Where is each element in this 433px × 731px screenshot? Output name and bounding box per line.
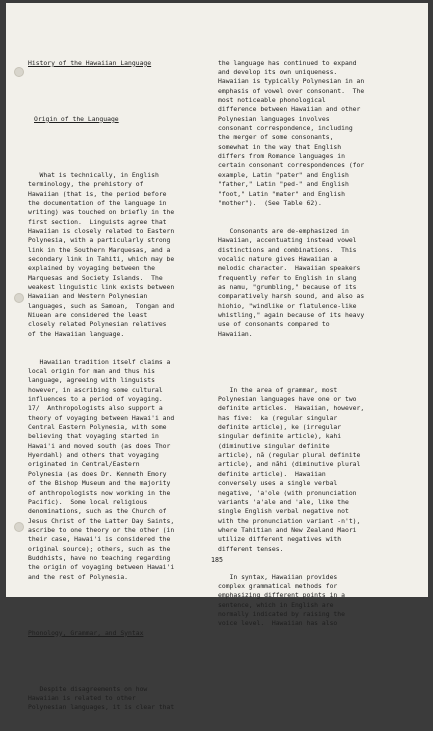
text-line: melodic character. Hawaiian speakers <box>218 264 361 273</box>
binder-hole-icon <box>14 67 24 77</box>
text-line: differs from Romance languages in <box>218 152 345 161</box>
text-line: theory of voyaging between Hawai'i and <box>28 413 175 422</box>
text-line: of the Bishop Museum and the majority <box>28 479 171 488</box>
text-line: certain consonant correspondences (for <box>218 161 365 170</box>
text-line: example, Latin "pater" and English <box>218 170 349 179</box>
text-line: Pacific). Some local religious <box>28 497 148 506</box>
text-line: Hawaiian and Western Polynesian <box>28 292 148 301</box>
text-line: variants 'a'ale and 'ale, like the <box>218 497 349 506</box>
text-line: Polynesian languages involves <box>218 114 330 123</box>
text-line: Hawaiian tradition itself claims a <box>28 357 171 366</box>
text-line: voice level. Hawaiian has also <box>218 619 338 628</box>
text-line: sentence, which in English are <box>218 600 334 609</box>
text-line: Buddhists, have no teaching regarding <box>28 553 171 562</box>
text-line: Despite disagreements on how <box>28 684 148 693</box>
subsection-heading: Origin of the Language <box>34 114 119 123</box>
text-line: difference between Hawaiian and other <box>218 105 361 114</box>
text-line: language, agreeing with linguists <box>28 376 155 385</box>
text-line: believing that voyaging started in <box>28 432 159 441</box>
text-line: What is technically, in English <box>28 170 159 179</box>
text-line: comparatively harsh sound, and also as <box>218 292 365 301</box>
text-line: their case, Hawai'i is considered the <box>28 535 171 544</box>
text-line: complex grammatical methods for <box>218 581 338 590</box>
text-line: article), and nāhi (diminutive plural <box>218 460 361 469</box>
text-line: the language has continued to expand <box>218 58 357 67</box>
section-heading: History of the Hawaiian Language <box>28 58 152 67</box>
text-line: with the pronunciation variant -n't), <box>218 516 361 525</box>
text-line: somewhat in the way that English <box>218 142 342 151</box>
text-line: most noticeable phonological <box>218 96 326 105</box>
text-line: as namu, "grumbling," because of its <box>218 282 357 291</box>
document-page <box>6 3 428 712</box>
text-line: Hawaiian (that is, the period before <box>28 189 167 198</box>
text-line: however, in ascribing some cultural <box>28 385 163 394</box>
text-line: conversely uses a single verbal <box>218 479 338 488</box>
text-line: "mother"). (See Table 62). <box>218 198 322 207</box>
page-number: 185 <box>211 556 223 564</box>
text-line: emphasizing different points in a <box>218 591 345 600</box>
text-line: the origin of voyaging between Hawai'i <box>28 563 175 572</box>
text-line: Polynesian languages have one or two <box>218 395 357 404</box>
paragraph <box>218 59 398 209</box>
text-line: hiohio, "windlike or flatulence-like <box>218 301 357 310</box>
text-line: where Tahitian and New Zealand Maori <box>218 525 357 534</box>
text-line: Marquesas and Society Islands. The <box>28 273 163 282</box>
text-line: Central Eastern Polynesia, with some <box>28 423 167 432</box>
text-line: Hawai'i and moved south (as does Thor <box>28 441 171 450</box>
text-line: definite articles. Hawaiian, however, <box>218 404 365 413</box>
text-line: of the Hawaiian language. <box>28 329 125 338</box>
text-line: In syntax, Hawaiian provides <box>218 572 338 581</box>
text-line: link in the Southern Marquesas, and a <box>28 245 171 254</box>
text-line: emphasis of vowel over consonant. The <box>218 86 365 95</box>
text-line: normally indicated by raising the <box>218 609 345 618</box>
text-line: In the area of grammar, most <box>218 385 338 394</box>
text-line: frequently refer to English in slang <box>218 273 357 282</box>
text-line: distinctions and combinations. This <box>218 245 357 254</box>
text-line: denominations, such as the Church of <box>28 507 167 516</box>
text-line: (diminutive singular definite <box>218 441 330 450</box>
text-line: explained by voyaging between the <box>28 264 155 273</box>
text-line: writing) was touched on briefly in the <box>28 208 175 217</box>
text-line: local origin for man and thus his <box>28 367 155 376</box>
text-line: first section. Linguists agree that <box>28 217 167 226</box>
text-line: singular definite article), kahi <box>218 432 342 441</box>
paragraph <box>218 386 398 554</box>
text-line: definite article). Hawaiian <box>218 469 326 478</box>
text-line: Hawaiian is related to other <box>28 694 136 703</box>
text-line: the documentation of the language in <box>28 198 167 207</box>
text-line: definite article), ke (irregular <box>218 423 342 432</box>
text-line: closely related Polynesian relatives <box>28 320 167 329</box>
text-line: vocalic nature gives Hawaiian a <box>218 254 338 263</box>
text-line: of anthropologists now working in the <box>28 488 171 497</box>
text-line: use of consonants compared to <box>218 320 330 329</box>
text-line: Polynesia (as does Dr. Kenneth Emory <box>28 469 167 478</box>
text-line: "foot," Latin "mater" and English <box>218 189 345 198</box>
text-line: article), nā (regular plural definite <box>218 451 361 460</box>
binder-hole-icon <box>14 293 24 303</box>
text-line: terminology, the prehistory of <box>28 180 144 189</box>
text-line: 17/ Anthropologists also support a <box>28 404 163 413</box>
text-line: negative, 'a'ole (with pronunciation <box>218 488 357 497</box>
text-line: Consonants are de-emphasized in <box>218 226 349 235</box>
text-line: secondary link in Tahiti, which may be <box>28 254 175 263</box>
text-line: ascribe to one theory or the other (in <box>28 525 175 534</box>
text-line: Hawaiian, accentuating instead vowel <box>218 236 357 245</box>
text-line: Jesus Christ of the Latter Day Saints, <box>28 516 175 525</box>
binder-hole-icon <box>14 522 24 532</box>
text-line: different tenses. <box>218 544 284 553</box>
paragraph <box>218 227 398 339</box>
text-line: languages, such as Samoan, Tongan and <box>28 301 175 310</box>
text-line: originated in Central/Eastern <box>28 460 140 469</box>
paragraph <box>28 171 208 339</box>
text-line: Hawaiian. <box>218 329 253 338</box>
paragraph <box>28 358 208 582</box>
text-line: has five: ka (regular singular <box>218 413 338 422</box>
paragraph <box>28 685 208 713</box>
text-line: weakest linguistic link exists between <box>28 282 175 291</box>
text-line: original source); others, such as the <box>28 544 171 553</box>
text-line: "father," Latin "ped-" and English <box>218 180 349 189</box>
text-line: Polynesian languages, it is clear that <box>28 703 175 712</box>
text-line: and develop its own uniqueness. <box>218 68 338 77</box>
text-line: single English verbal negative not <box>218 507 349 516</box>
subsection-heading: Phonology, Grammar, and Syntax <box>28 628 144 637</box>
text-line: utilize different negatives with <box>218 535 342 544</box>
text-line: Niuean are considered the least <box>28 310 148 319</box>
text-line: Polynesia, with a particularly strong <box>28 236 171 245</box>
text-line: whistling," again because of its heavy <box>218 310 365 319</box>
left-column <box>28 40 208 731</box>
text-line: Hyerdahl) and others that voyaging <box>28 451 159 460</box>
text-line: the merger of some consonants, <box>218 133 334 142</box>
text-line: and the rest of Polynesia. <box>28 572 129 581</box>
text-line: influences to a period of voyaging. <box>28 395 163 404</box>
text-line: Hawaiian is closely related to Eastern <box>28 226 175 235</box>
paragraph <box>218 573 398 629</box>
text-line: Hawaiian is typically Polynesian in an <box>218 77 365 86</box>
text-line: consonant correspondence, including <box>218 124 353 133</box>
